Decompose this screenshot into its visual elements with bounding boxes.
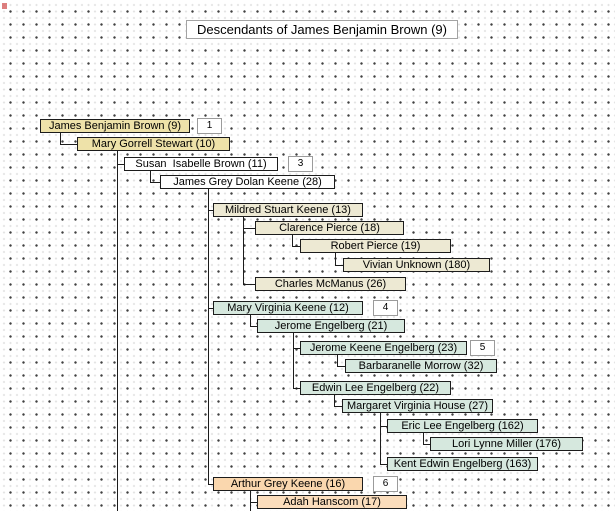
person-box-eric-lee-engelberg[interactable]: Eric Lee Engelberg (162) (387, 419, 538, 433)
person-box-robert-pierce[interactable]: Robert Pierce (19) (300, 239, 451, 253)
marker-box-3[interactable]: 3 (288, 156, 313, 172)
person-box-james-grey-dolan-keene[interactable]: James Grey Dolan Keene (28) (160, 175, 335, 189)
marker-box-4[interactable]: 4 (373, 300, 398, 316)
person-box-margaret-virginia-house[interactable]: Margaret Virginia House (27) (342, 399, 493, 413)
connector-line-horizontal (380, 426, 387, 427)
connector-line-horizontal (380, 464, 387, 465)
connector-line-horizontal (208, 308, 213, 309)
person-box-mary-virginia-keene[interactable]: Mary Virginia Keene (12) (213, 301, 363, 315)
person-box-jerome-keene-engelberg[interactable]: Jerome Keene Engelberg (23) (300, 341, 467, 355)
connector-line-horizontal (293, 388, 300, 389)
person-box-charles-mcmanus[interactable]: Charles McManus (26) (255, 277, 406, 291)
connector-line-horizontal (60, 144, 77, 145)
connector-line-horizontal (208, 484, 213, 485)
person-box-barbaranelle-morrow[interactable]: Barbaranelle Morrow (32) (345, 359, 497, 373)
red-marker-icon (2, 3, 7, 9)
person-box-arthur-grey-keene[interactable]: Arthur Grey Keene (16) (213, 477, 363, 491)
connector-line-horizontal (117, 164, 124, 165)
marker-box-6[interactable]: 6 (373, 476, 398, 492)
person-box-vivian-unknown[interactable]: Vivian Unknown (180) (343, 258, 490, 272)
marker-box-5[interactable]: 5 (470, 340, 495, 356)
connector-line-vertical (150, 171, 151, 182)
connector-line-vertical (292, 235, 293, 246)
connector-line-vertical (60, 133, 61, 144)
chart-title: Descendants of James Benjamin Brown (9) (186, 20, 458, 39)
person-box-james-benjamin-brown[interactable]: James Benjamin Brown (9) (40, 119, 190, 133)
connector-line-horizontal (292, 246, 300, 247)
connector-line-vertical (250, 491, 251, 511)
connector-line-horizontal (337, 366, 345, 367)
connector-line-horizontal (293, 348, 300, 349)
connector-line-vertical (334, 395, 335, 406)
connector-line-vertical (117, 151, 118, 511)
connector-line-vertical (380, 413, 381, 464)
marker-box-1[interactable]: 1 (197, 118, 222, 134)
connector-line-horizontal (243, 228, 255, 229)
person-box-clarence-pierce[interactable]: Clarence Pierce (18) (255, 221, 404, 235)
connector-line-horizontal (335, 265, 343, 266)
person-box-mary-gorrell-stewart[interactable]: Mary Gorrell Stewart (10) (77, 137, 230, 151)
person-box-mildred-stuart-keene[interactable]: Mildred Stuart Keene (13) (213, 203, 363, 217)
person-box-jerome-engelberg[interactable]: Jerome Engelberg (21) (257, 319, 405, 333)
connector-line-horizontal (150, 182, 160, 183)
person-box-kent-edwin-engelberg[interactable]: Kent Edwin Engelberg (163) (387, 457, 538, 471)
connector-line-horizontal (334, 406, 342, 407)
connector-line-horizontal (243, 284, 255, 285)
person-box-edwin-lee-engelberg[interactable]: Edwin Lee Engelberg (22) (300, 381, 451, 395)
connector-line-horizontal (250, 326, 257, 327)
connector-line-horizontal (208, 210, 213, 211)
connector-line-vertical (250, 315, 251, 326)
person-box-lori-lynne-miller[interactable]: Lori Lynne Miller (176) (430, 437, 583, 451)
connector-line-horizontal (250, 502, 257, 503)
connector-line-horizontal (423, 444, 430, 445)
connector-line-vertical (293, 333, 294, 388)
connector-line-vertical (335, 253, 336, 265)
person-box-adah-hanscom[interactable]: Adah Hanscom (17) (257, 495, 407, 509)
connector-line-vertical (423, 433, 424, 444)
connector-line-vertical (337, 355, 338, 366)
person-box-susan-isabelle-brown[interactable]: Susan Isabelle Brown (11) (124, 157, 278, 171)
connector-line-vertical (208, 189, 209, 484)
